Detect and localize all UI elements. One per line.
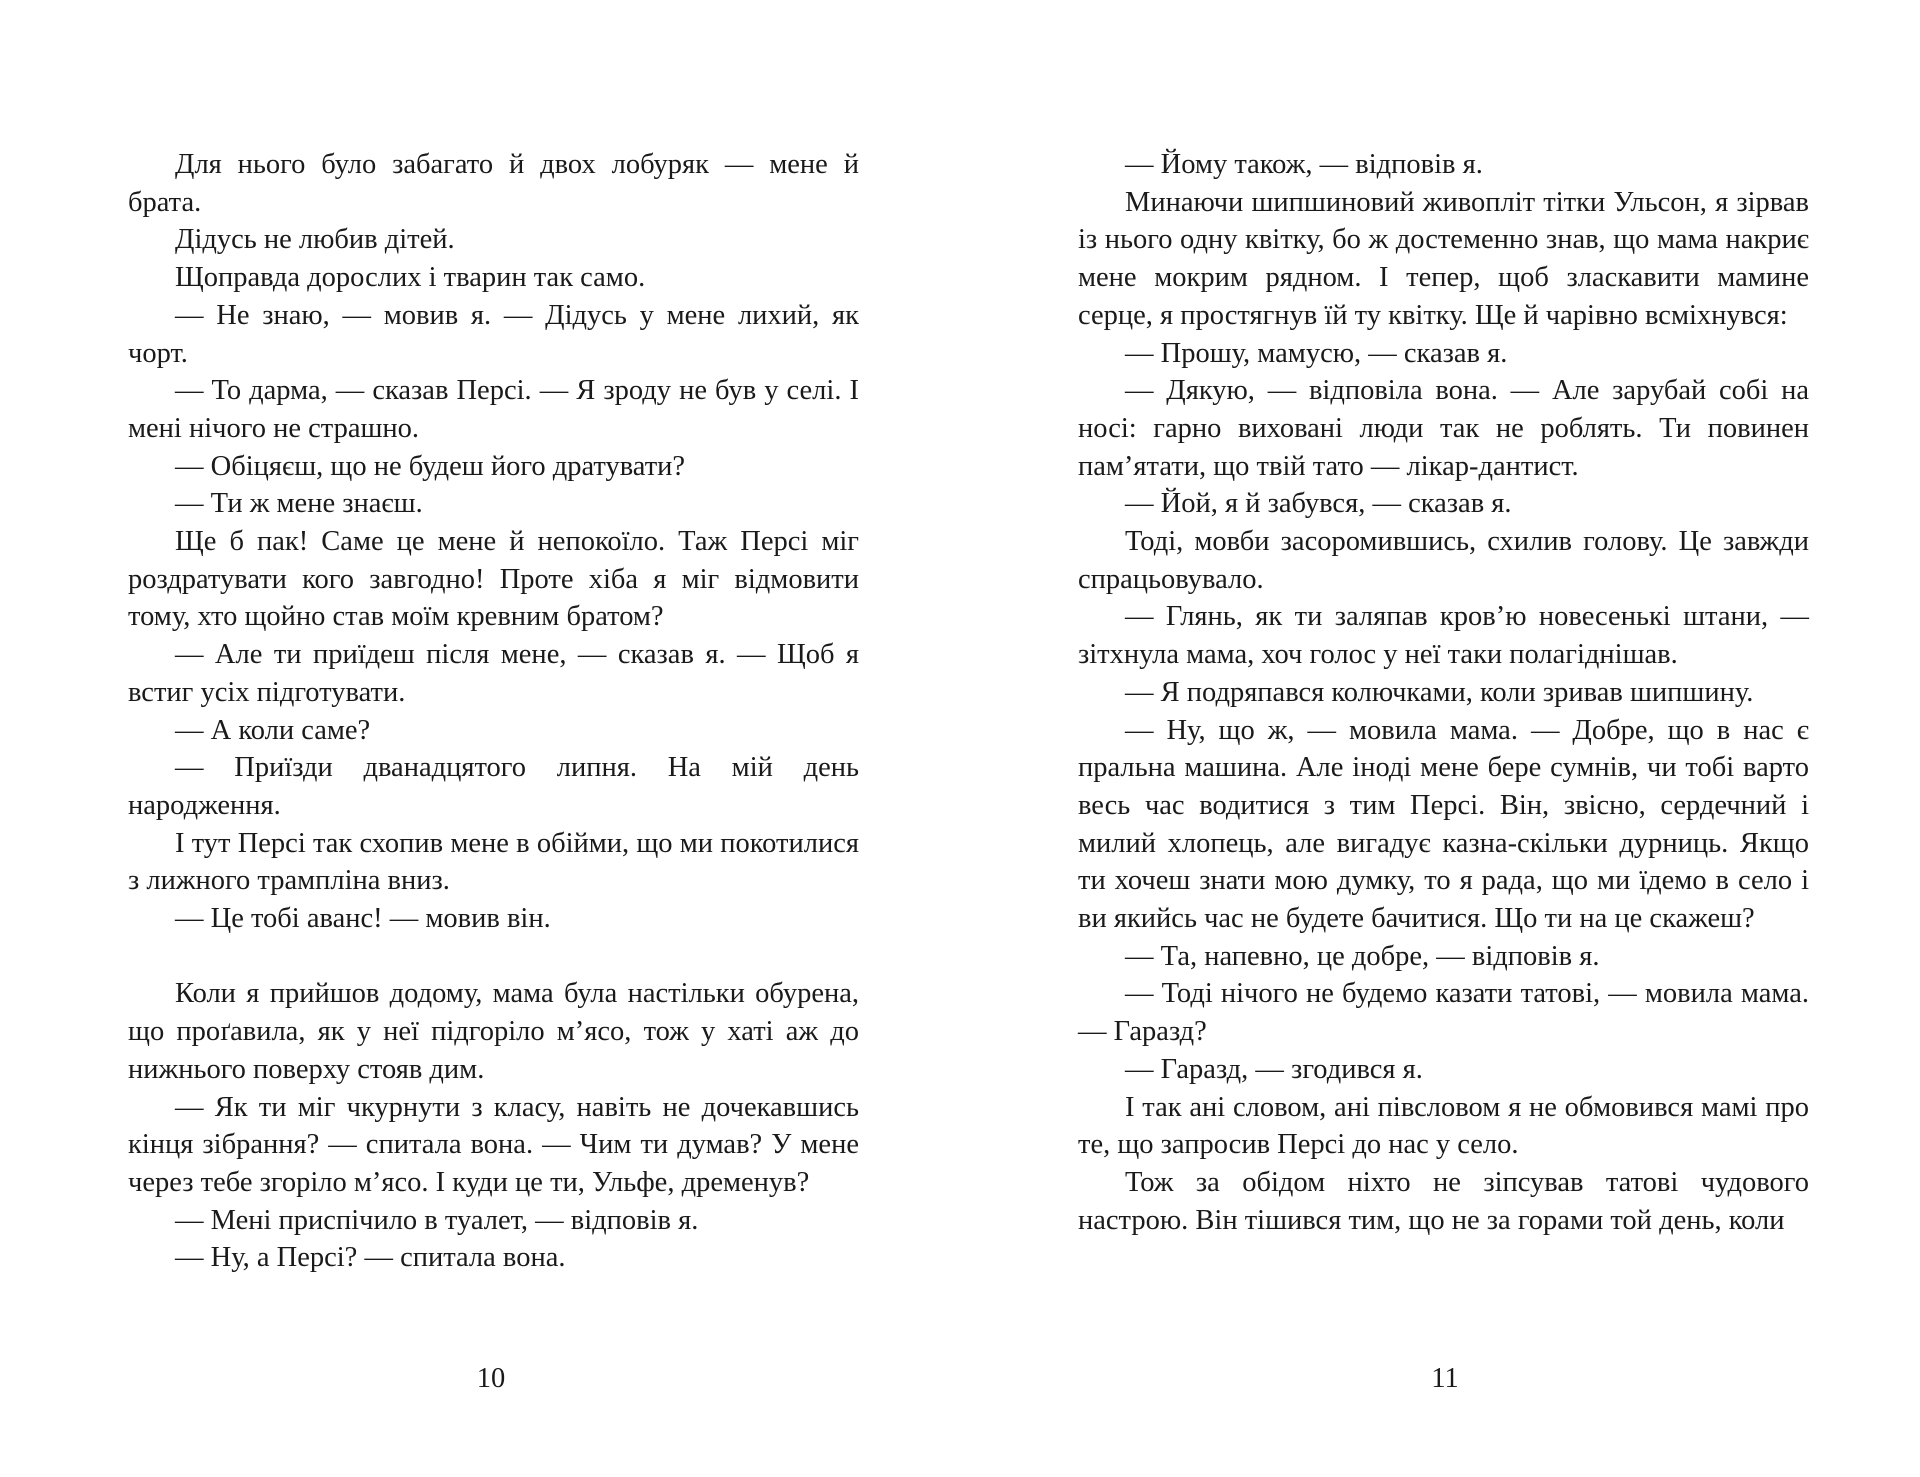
paragraph: — Прошу, мамусю, — сказав я. [1125, 337, 1508, 369]
paragraph: — Це тобі аванс! — мовив він. [175, 903, 551, 935]
paragraph: — Приїзди дванадцятого липня. На мій день народження. [128, 752, 859, 821]
paragraph: — Не знаю, — мовив я. — Дідусь у мене лихий, як чорт. [128, 299, 859, 369]
page-number-right: 11 [1431, 1363, 1459, 1394]
paragraph: Минаючи шипшиновий живопліт тітки Ульсон, я зірвав із нього одну квітку, бо ж достеменно знав, що мама накриє мене мокрим рядном. І тепер, щоб злаcкавити мамине серце, я простягнув їй ту квітку. Ще й чарівно всміхнувся: [1078, 186, 1809, 331]
paragraph: — Мені приспічило в туалет, — відповів я. [175, 1204, 699, 1236]
right-page [1078, 146, 1809, 1239]
paragraph: — Але ти приїдеш після мене, — сказав я. — Щоб я встиг усіх підготувати. [128, 639, 859, 708]
paragraph: Ще б пак! Саме це мене й непокоїло. Таж Персі міг роздратувати кого завгодно! Проте хіба я міг відмовити тому, хто щойно став моїм кревним братом? [128, 526, 859, 633]
paragraph: Для нього було забагато й двох лобуряк — мене й брата. [128, 149, 859, 218]
paragraph: Щоправда дорослих і тварин так само. [175, 262, 646, 294]
paragraph: — А коли саме? [175, 714, 371, 746]
paragraph: — Глянь, як ти заляпав кров’ю новесенькі штани, — зітхнула мама, хоч голос у неї таки полагіднішав. [1078, 601, 1809, 671]
paragraph: — То дарма, — сказав Персі. — Я зроду не був у селі. І мені нічого не страшно. [128, 375, 859, 444]
paragraph: Коли я прийшов додому, мама була настільки обурена, що проґавила, як у неї підгоріло м’ясо, тож у хаті аж до нижнього поверху стояв дим. [128, 978, 859, 1085]
paragraph: — Я подряпався колючками, коли зривав шипшину. [1125, 676, 1754, 708]
left-page [128, 146, 859, 1277]
paragraph: — Ну, а Персі? — спитала вона. [175, 1242, 566, 1274]
paragraph: — Обіцяєш, що не будеш його дратувати? [175, 450, 686, 482]
paragraph: — Тоді нічого не будемо казати татові, — мовила мама. — Гаразд? [1078, 978, 1809, 1048]
paragraph: Тоді, мовби засоромившись, схилив голову. Це завжди спрацьовувало. [1078, 526, 1809, 595]
paragraph: — Дякую, — відповіла вона. — Але зарубай собі на носі: гарно виховані люди так не роблять. Ти повинен пам’ятати, що твій тато — лікар-дантист. [1078, 375, 1809, 482]
paragraph: Тож за обідом ніхто не зіпсував татові чудового настрою. Він тішився тим, що не за горами той день, коли [1078, 1166, 1809, 1236]
paragraph: — Ну, що ж, — мовила мама. — Добре, що в нас є пральна машина. Але іноді мене бере сумнів, чи тобі варто весь час водитися з тим Персі. Він, звісно, сердечний і милий хлопець, але вигадує казна-скільки дурниць. Якщо ти хочеш знати мою думку, то я рада, що ми їдемо в село і ви якийсь час не будете бачитися. Що ти на це скажеш? [1078, 714, 1809, 935]
paragraph: І так ані словом, ані півсловом я не обмовився мамі про те, що запросив Персі до нас у село. [1078, 1091, 1809, 1161]
paragraph: І тут Персі так схопив мене в обійми, що ми покотилися з лижного трампліна вниз. [128, 827, 859, 897]
paragraph: — Ти ж мене знаєш. [175, 488, 423, 520]
paragraph: — Як ти міг чкурнути з класу, навіть не дочекавшись кінця зібрання? — спитала вона. — Чим ти думав? У мене через тебе згоріло м’ясо. І куди це ти, Ульфе, дременув? [128, 1091, 859, 1198]
paragraph: — Гаразд, — згодився я. [1125, 1053, 1423, 1085]
paragraph: Дідусь не любив дітей. [175, 224, 455, 256]
paragraph: — Йому також, — відповів я. [1125, 149, 1483, 180]
page-number-left: 10 [476, 1363, 506, 1394]
paragraph: — Та, напевно, це добре, — відповів я. [1125, 940, 1600, 972]
paragraph: — Йой, я й забувся, — сказав я. [1125, 488, 1512, 520]
